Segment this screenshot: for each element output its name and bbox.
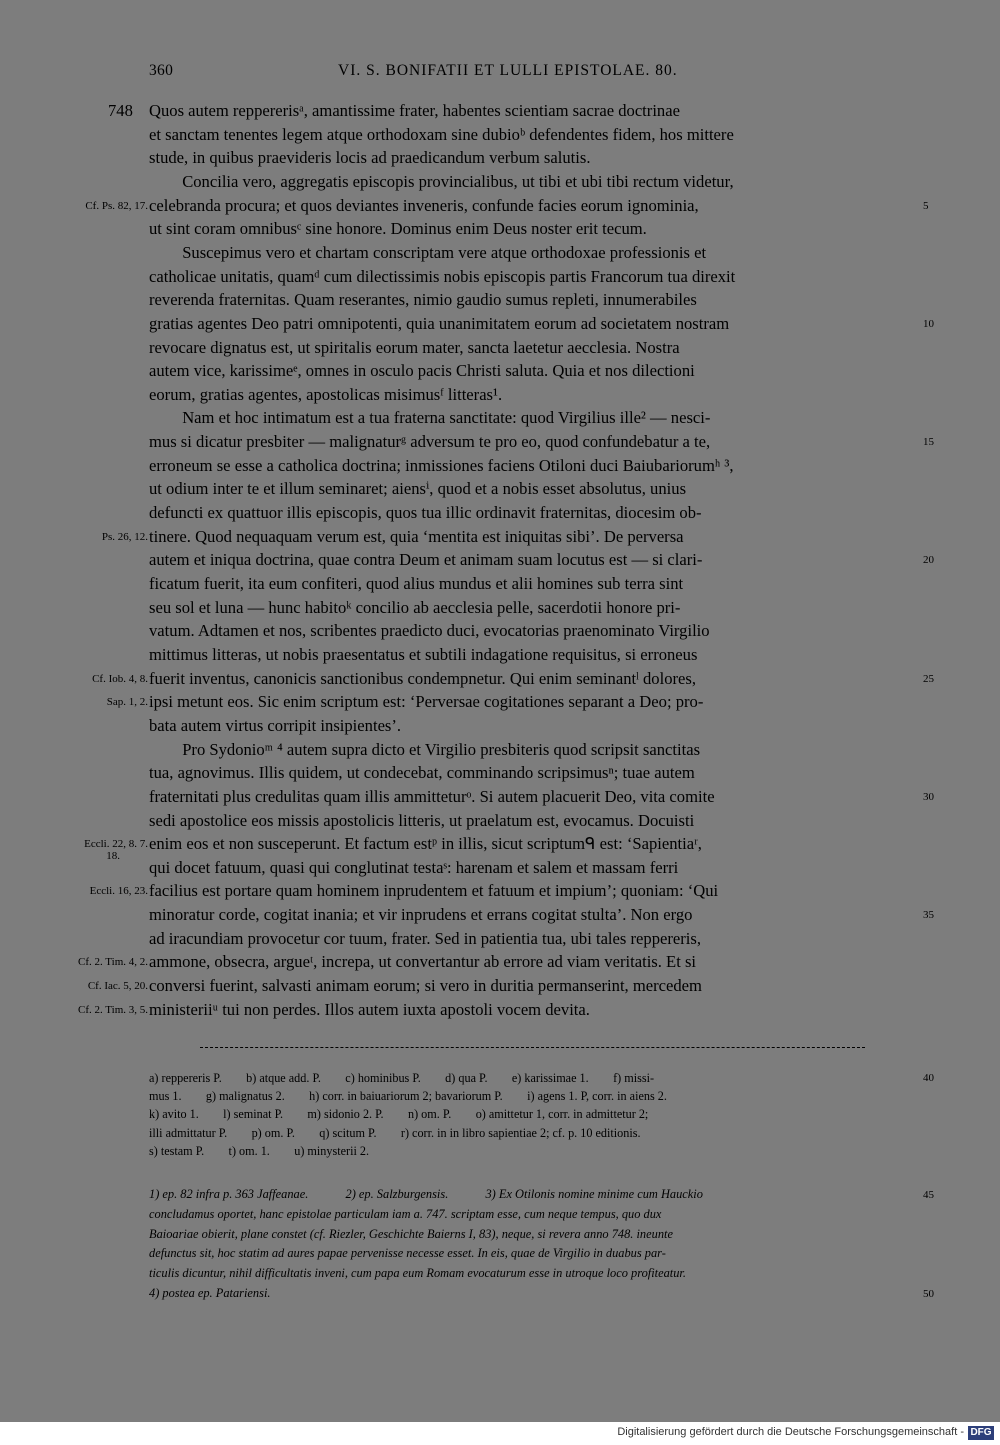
line-number: 20 [923, 554, 934, 567]
margin-reference: Cf. 2. Tim. 3, 5. [78, 1003, 148, 1016]
text-line: seu sol et luna — hunc habitoᵏ concilio ab aecclesia pelle, sacerdotii honore pri- [149, 597, 681, 617]
text-line: sedi apostolice eos missis apostolicis litteris, ut praelatum est, evocamus. Docuisti [149, 810, 695, 830]
line-number: 50 [923, 1288, 934, 1300]
text-line: qui docet fatuum, quasi qui conglutinat testaˢ: harenam et salem et massam ferri [149, 857, 679, 877]
footer-bar [0, 1422, 1000, 1445]
text-line: catholicae unitatis, quamᵈ cum dilectissimis nobis episcopis partis Francorum tua direxit [149, 266, 736, 286]
text-line: ammone, obsecra, argueᵗ, increpa, ut convertantur ab errore ad viam veritatis. Et si [149, 952, 697, 972]
apparatus-line: k) avito 1. l) seminat P. m) sidonio 2. P. n) om. P. o) amittetur 1, corr. in admittetur 2; [149, 1107, 649, 1122]
text-line: tua, agnovimus. Illis quidem, ut condecebat, comminando scripsimusⁿ; tuae autem [149, 763, 695, 783]
text-line: celebranda procura; et quos deviantes inveneris, confunde facies eorum ignominia, [149, 195, 699, 215]
text-line: bata autem virtus corripit insipientes’. [149, 715, 402, 735]
margin-reference: Eccli. 22, 8. 7. [84, 838, 148, 851]
text-line: conversi fuerint, salvasti animam eorum; si vero in duritia permanserint, mercedem [149, 976, 702, 996]
margin-reference: Cf. Iob. 4, 8. [92, 672, 148, 685]
text-line: mittimus litteras, ut nobis praesentatus et subtili indagatione requisitus, si erroneus [149, 644, 698, 664]
text-line: autem et iniqua doctrina, quae contra Deum et animam suam locutus est — si clari- [149, 550, 703, 570]
footnote-divider [200, 1047, 865, 1048]
line-number: 40 [923, 1072, 934, 1084]
text-line: mus si dicatur presbiter — malignaturᵍ adversum te pro eo, quod confundebatur a te, [149, 432, 711, 452]
text-line: et sanctam tenentes legem atque orthodoxam sine dubioᵇ defendentes fidem, hos mittere [149, 124, 734, 144]
text-line: Suscepimus vero et chartam conscriptam vere atque orthodoxae professionis et [149, 242, 707, 262]
text-line: fraternitati plus credulitas quam illis ammitteturᵒ. Si autem placuerit Deo, vita comite [149, 786, 715, 806]
text-line: erroneum se esse a catholica doctrina; inmissiones faciens Otiloni duci Baiubariorumʰ ³, [149, 455, 734, 475]
digitization-credit: Digitalisierung gefördert durch die Deutsche Forschungsgemeinschaft - [617, 1426, 964, 1438]
line-number: 10 [923, 317, 934, 330]
margin-reference-extra: 18. [106, 850, 120, 863]
apparatus-line: s) testam P. t) om. 1. u) minysterii 2. [149, 1143, 370, 1158]
editor-note-line: 4) postea ep. Patariensi. [149, 1286, 271, 1300]
margin-reference: Ps. 26, 12. [101, 530, 148, 543]
text-line: facilius est portare quam hominem inprudentem et fatuum et impium’; quoniam: ‘Qui [149, 881, 719, 901]
line-number: 35 [923, 909, 934, 922]
text-line: ad iracundiam provocetur cor tuum, frater. Sed in patientia tua, ubi tales reppereris, [149, 928, 702, 948]
editor-note-line: concludamus oportet, hanc epistolae particulam iam a. 747. scriptam esse, cum neque tempus, quo dux [149, 1206, 662, 1221]
dfg-logo: DFG [968, 1426, 994, 1440]
text-line: minoratur corde, cogitat inania; et vir inprudens et errans cogitat stulta’. Non ergo [149, 905, 693, 925]
text-line: ut sint coram omnibusᶜ sine honore. Dominus enim Deus noster erit tecum. [149, 219, 647, 239]
text-line: Concilia vero, aggregatis episcopis provincialibus, ut tibi et ubi tibi rectum videtur, [149, 171, 734, 191]
apparatus-line: illi admittatur P. p) om. P. q) scitum P. r) corr. in in libro sapientiae 2; cf. p. 10 editionis. [149, 1125, 641, 1140]
text-line: ut odium inter te et illum seminaret; aiensⁱ, quod et a nobis esset absolutus, unius [149, 479, 687, 499]
text-line: enim eos et non susceperunt. Et factum estᵖ in illis, sicut scriptumᑫ est: ‘Sapientiaʳ, [149, 834, 702, 854]
text-line: eorum, gratias agentes, apostolicas misimusᶠ litteras¹. [149, 384, 503, 404]
editor-note-line: 1) ep. 82 infra p. 363 Jaffeanae. 2) ep. Salzburgensis. 3) Ex Otilonis nomine minime cum Hauckio [149, 1187, 703, 1201]
margin-reference: Cf. Ps. 82, 17. [85, 199, 148, 212]
text-line: Pro Sydonioᵐ ⁴ autem supra dicto et Virgilio presbiteris quod scripsit sanctitas [149, 739, 701, 759]
editor-note-line: defunctus sit, hoc statim ad aures papae pervenisse necesse esset. In eis, quae de Virgilio in duabus par- [149, 1246, 666, 1261]
margin-reference: Cf. Iac. 5, 20. [87, 980, 148, 993]
text-line: tinere. Quod nequaquam verum est, quia ‘mentita est iniquitas sibi’. De perversa [149, 526, 684, 546]
text-line: defuncti ex quattuor illis episcopis, quos tua illic ordinavit fraternitas, diocesim ob- [149, 503, 702, 523]
year-marker: 748 [108, 101, 133, 120]
text-line: Nam et hoc intimatum est a tua fraterna sanctitate: quod Virgilius ille² — nesci- [149, 408, 711, 428]
text-line: stude, in quibus praevideris locis ad praedicandum verbum salutis. [149, 148, 591, 168]
text-line: ministeriiᵘ tui non perdes. Illos autem iuxta apostoli vocem devita. [149, 999, 590, 1019]
text-line: gratias agentes Deo patri omnipotenti, quia unanimitatem eorum ad societatem nostram [149, 313, 730, 333]
page-number: 360 [149, 62, 174, 79]
running-title: VI. S. BONIFATII ET LULLI EPISTOLAE. 80. [338, 62, 678, 79]
text-line: ipsi metunt eos. Sic enim scriptum est: ‘Perversae cogitationes separant a Deo; pro- [149, 692, 704, 712]
editor-note-line: Baioariae obierit, plane constet (cf. Riezler, Geschichte Baierns I, 83), neque, si revera anno 748. ineunte [149, 1226, 673, 1241]
text-line: fuerit inventus, canonicis sanctionibus condempnetur. Qui enim seminantˡ dolores, [149, 668, 697, 688]
apparatus-line: a) reppereris P. b) atque add. P. c) hominibus P. d) qua P. e) karissimae 1. f) missi- [149, 1071, 655, 1085]
text-line: revocare dignatus est, ut spiritalis eorum mater, sancta laetetur aecclesia. Nostra [149, 337, 680, 357]
apparatus-line: mus 1. g) malignatus 2. h) corr. in baiuariorum 2; bavariorum P. i) agens 1. P, corr. in aiens 2. [149, 1089, 667, 1104]
line-number: 30 [923, 790, 934, 803]
line-number: 15 [923, 436, 934, 449]
text-line: vatum. Adtamen et nos, scribentes praedicto duci, evocatorias praenominato Virgilio [149, 621, 710, 641]
text-line: Quos autem reppererisᵃ, amantissime frater, habentes scientiam sacrae doctrinae [149, 101, 680, 120]
margin-reference: Sap. 1, 2. [106, 696, 148, 709]
line-number: 25 [923, 672, 934, 685]
text-line: ficatum fuerit, ita eum confiteri, quod alius mundus et alii homines sub terra sint [149, 574, 684, 593]
line-number: 5 [923, 199, 929, 212]
text-line: reverenda fraternitas. Quam reserantes, nimio gaudio sumus repleti, innumerabiles [149, 290, 697, 310]
margin-reference: Eccli. 16, 23. [89, 885, 148, 898]
editor-note-line: ticulis dicuntur, nihil difficultatis inveni, cum papa eum Romam evocaturum esse in utroque loco profiteatur. [149, 1266, 686, 1281]
margin-reference: Cf. 2. Tim. 4, 2. [78, 956, 148, 969]
text-line: autem vice, karissimeᵉ, omnes in osculo pacis Christi saluta. Quia et nos dilectioni [149, 361, 695, 381]
line-number: 45 [923, 1189, 934, 1201]
